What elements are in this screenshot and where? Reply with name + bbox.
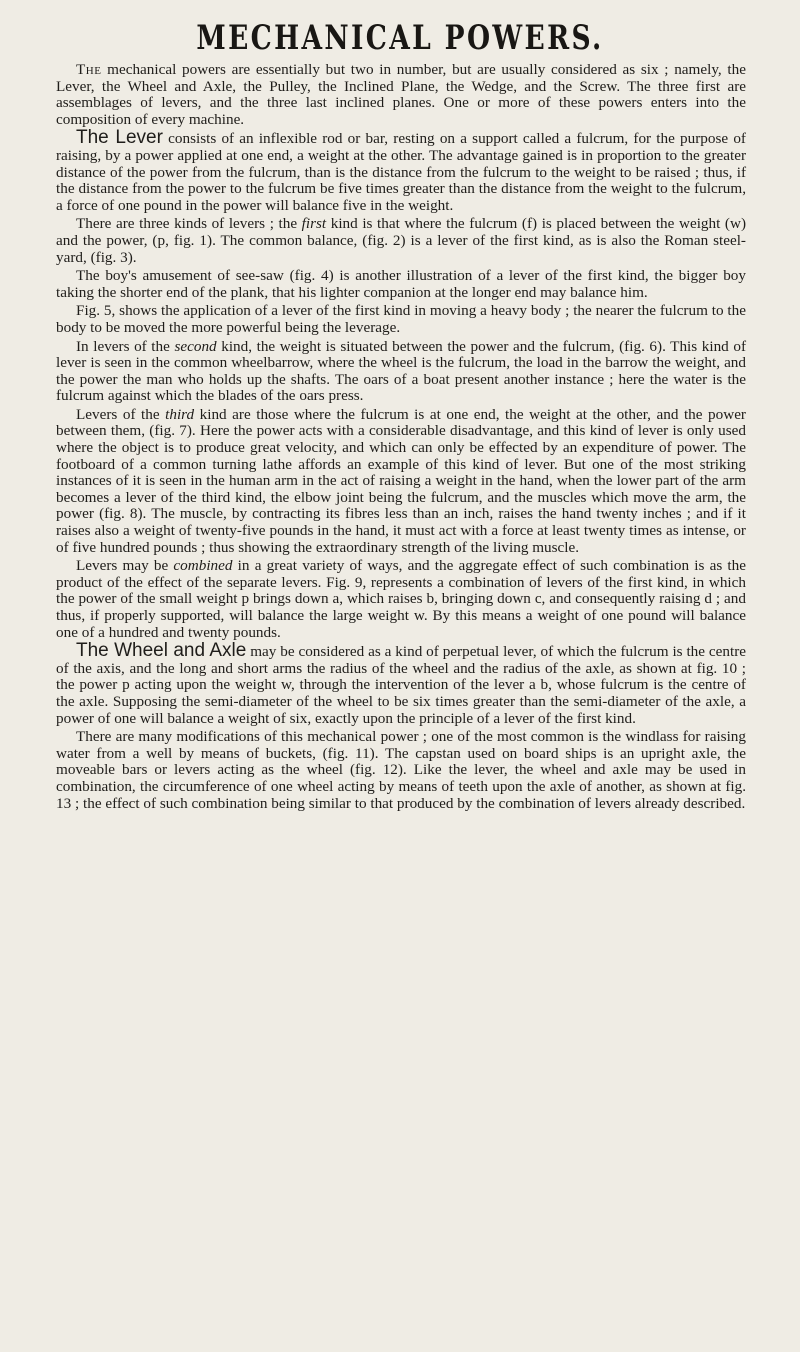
paragraph-text: There are three kinds of levers ; the xyxy=(76,215,302,233)
paragraph-modifications xyxy=(56,729,746,812)
paragraph-text: consists of an inflexible rod or bar, resting on a support called a fulcrum, for the purpose of raising, by a power applied at one end, a weight at the other. The advantage gained is in proportion to the greater distance of the power from the fulcrum, than is the distance from the fulcrum to the weight to be raised ; thus, if the distance from the power to the fulcrum be five times greater than the distance from the weight to the fulcrum, a force of one pound in the power will balance five in the weight. xyxy=(56,130,746,214)
paragraph-text: In levers of the xyxy=(76,337,175,355)
paragraph-intro xyxy=(56,62,746,128)
emphasis: third xyxy=(165,405,195,423)
section-heading-wheel-axle: The Wheel and Axle xyxy=(76,640,247,662)
paragraph-fig5 xyxy=(56,303,746,336)
emphasis: second xyxy=(174,337,217,355)
lead-word: The xyxy=(76,61,102,78)
paragraph-text: mechanical powers are essentially but two in number, but are usually considered as six ; namely, the Lever, the Wheel and Axle, the Pulley, the Inclined Plane, the Wedge, and the Screw. The three first are assemblages of levers, and the three last inclined planes. One or more of these powers enters into the composition of every machine. xyxy=(56,61,746,128)
paragraph-text: kind, the weight is situated between the power and the fulcrum, (fig. 6). This kind of lever is seen in the common wheelbarrow, where the wheel is the fulcrum, the load in the barrow the weight, and the power the man who holds up the shafts. The oars of a boat present another instance ; here the water is the fulcrum against which the blades of the oars press. xyxy=(56,337,746,405)
paragraph-kinds xyxy=(56,216,746,266)
paragraph-lever xyxy=(56,127,746,214)
emphasis: first xyxy=(301,215,327,233)
paragraph-text: The boy's amusement of see-saw (fig. 4) is another illustration of a lever of the first kind, the bigger boy taking the shorter end of the plank, that his lighter companion at the longer end may balance him. xyxy=(56,267,746,301)
paragraph-seesaw xyxy=(56,268,746,301)
emphasis: combined xyxy=(173,557,233,575)
paragraph-wheel-axle xyxy=(56,640,747,727)
paragraph-third-kind xyxy=(56,407,746,556)
paragraph-text: may be considered as a kind of perpetual lever, of which the fulcrum is the centre of the axis, and the long and short arms the radius of the wheel and the radius of the axle, as shown at fig. 10 ; the power p acting upon the weight w, through the intervention of the lever a b, whose fulcrum is the centre of the axle. Supposing the semi-diameter of the wheel to be six times greater than the semi-diameter of the axle, a power of one will balance a weight of six, exactly upon the principle of a lever of the first kind. xyxy=(56,643,747,727)
section-heading-lever: The Lever xyxy=(76,127,163,149)
paragraph-second-kind xyxy=(56,339,746,405)
paragraph-text: There are many modifications of this mechanical power ; one of the most common is the windlass for raising water from a well by means of buckets, (fig. 11). The capstan used on board ships is an upright axle, the moveable bars or levers acting as the wheel (fig. 12). Like the lever, the wheel and axle may be used in combination, the circumference of one wheel acting by means of teeth upon the axle of another, as shown at fig. 13 ; the effect of such combination being similar to that produced by the combination of levers already described. xyxy=(56,728,746,812)
paragraph-text: Levers of the xyxy=(76,405,166,423)
paragraph-text: Levers may be xyxy=(76,557,174,575)
paragraph-text: kind is that where the fulcrum (f) is placed between the weight (w) and the power, (p, fig. 1). The common balance, (fig. 2) is a lever of the first kind, as is also the Roman steel-yard, (fig. 3). xyxy=(56,215,746,266)
paragraph-text: in a great variety of ways, and the aggregate effect of such combination is as the product of the effect of the separate levers. Fig. 9, represents a combination of levers of the first kind, in which the power of the small weight p brings down a, which raises b, bringing down c, and consequently raising d ; and thus, if properly supported, will balance the large weight w. By this means a weight of one pound will balance one of a hundred and twenty pounds. xyxy=(56,557,746,641)
article-body xyxy=(56,62,746,812)
paragraph-text: Fig. 5, shows the application of a lever of the first kind in moving a heavy body ; the nearer the fulcrum to the body to be moved the more powerful being the leverage. xyxy=(56,302,746,336)
paragraph-text: kind are those where the fulcrum is at one end, the weight at the other, and the power between them, (fig. 7). Here the power acts with a considerable disadvantage, and this kind of lever is only used where the object is to produce great velocity, and which can only be effected by an expenditure of power. The footboard of a common turning lathe affords an example of this kind of lever. But one of the most striking instances of it is seen in the human arm in the act of raising a weight in the hand, when the lower part of the arm becomes a lever of the third kind, the elbow joint being the fulcrum, and the muscles which move the arm, the power (fig. 8). The muscle, by contracting its fibres less than an inch, raises the hand twenty inches ; and if it raises also a weight of twenty-five pounds in the hand, it must act with a force at least twenty times as intense, or of five hundred pounds ; thus showing the extraordinary strength of the living muscle. xyxy=(56,405,746,556)
paragraph-combined xyxy=(56,558,746,641)
page-title: MECHANICAL POWERS. xyxy=(196,18,604,58)
